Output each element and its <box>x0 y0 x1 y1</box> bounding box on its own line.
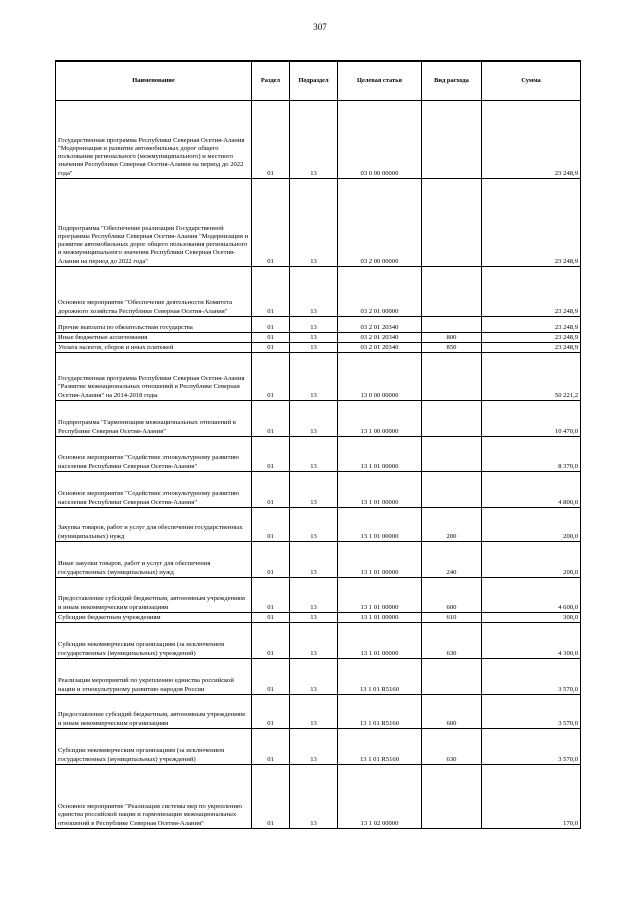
row-amount: 23 248,9 <box>482 333 581 343</box>
row-article: 13 1 01 00000 <box>338 542 422 578</box>
row-section: 01 <box>252 729 290 765</box>
table-row <box>56 765 581 829</box>
header-name: Наименование <box>56 61 252 101</box>
row-name: Субсидии некоммерческим организациям (за исключением государственных (муниципальных) учреждений) <box>56 729 252 765</box>
table-row <box>56 623 581 659</box>
row-name: Субсидии бюджетным учреждениям <box>56 613 252 623</box>
row-article: 13 1 01 R5160 <box>338 729 422 765</box>
header-section: Раздел <box>252 61 290 101</box>
row-amount: 4 800,0 <box>482 472 581 508</box>
table-row <box>56 437 581 472</box>
row-section: 01 <box>252 542 290 578</box>
row-subsection: 13 <box>290 765 338 829</box>
row-name: Уплата налогов, сборов и иных платежей <box>56 343 252 353</box>
row-subsection: 13 <box>290 659 338 695</box>
row-expense-kind: 630 <box>422 729 482 765</box>
page-number: 307 <box>313 22 327 32</box>
row-name: Иные закупки товаров, работ и услуг для обеспечения государственных (муниципальных) нужд <box>56 542 252 578</box>
row-name: Основное мероприятие "Содействие этнокультурному развитию населения Республики Северная Осетия-Алания" <box>56 472 252 508</box>
row-name: Основное мероприятие "Реализация системы мер по укреплению единства российской нации и гармонизации межнациональных отношений в Республике Северная Осетия-Алания" <box>56 765 252 829</box>
row-amount: 23 248,9 <box>482 267 581 317</box>
row-amount: 200,0 <box>482 542 581 578</box>
row-amount: 4 300,0 <box>482 623 581 659</box>
row-name: Предоставление субсидий бюджетным, автономным учреждениям и иным некоммерческим организациям <box>56 578 252 613</box>
row-subsection: 13 <box>290 472 338 508</box>
row-expense-kind: 630 <box>422 623 482 659</box>
table-body <box>56 101 581 829</box>
row-expense-kind: 240 <box>422 542 482 578</box>
table-row <box>56 353 581 401</box>
row-subsection: 13 <box>290 695 338 729</box>
budget-table <box>55 60 581 829</box>
row-article: 03 2 00 00000 <box>338 179 422 267</box>
row-article: 03 2 01 20340 <box>338 333 422 343</box>
row-subsection: 13 <box>290 353 338 401</box>
row-name: Реализация мероприятий по укреплению единства российской нации и этнокультурному развитию народов России <box>56 659 252 695</box>
row-expense-kind: 200 <box>422 508 482 542</box>
row-name: Подпрограмма "Гармонизация межнациональных отношений в Республике Северная Осетия-Алания" <box>56 401 252 437</box>
row-section: 01 <box>252 179 290 267</box>
row-section: 01 <box>252 267 290 317</box>
row-expense-kind: 600 <box>422 695 482 729</box>
row-subsection: 13 <box>290 333 338 343</box>
row-section: 01 <box>252 317 290 333</box>
row-subsection: 13 <box>290 729 338 765</box>
row-section: 01 <box>252 578 290 613</box>
row-expense-kind: 600 <box>422 578 482 613</box>
row-subsection: 13 <box>290 179 338 267</box>
row-article: 03 2 01 20340 <box>338 343 422 353</box>
row-name: Предоставление субсидий бюджетным, автономным учреждениям и иным некоммерческим организациям <box>56 695 252 729</box>
row-name: Иные бюджетные ассигнования <box>56 333 252 343</box>
header-subsection: Подраздел <box>290 61 338 101</box>
row-section: 01 <box>252 765 290 829</box>
row-subsection: 13 <box>290 578 338 613</box>
row-name: Субсидии некоммерческим организациям (за исключением государственных (муниципальных) учреждений) <box>56 623 252 659</box>
row-article: 03 0 00 00000 <box>338 101 422 179</box>
row-subsection: 13 <box>290 343 338 353</box>
row-article: 13 1 00 00000 <box>338 401 422 437</box>
row-expense-kind <box>422 179 482 267</box>
row-subsection: 13 <box>290 101 338 179</box>
table-row <box>56 401 581 437</box>
header-article: Целевая статья <box>338 61 422 101</box>
row-name: Основное мероприятие "Обеспечение деятельности Комитета дорожного хозяйства Республики Северная Осетия-Алания" <box>56 267 252 317</box>
row-expense-kind <box>422 437 482 472</box>
row-subsection: 13 <box>290 542 338 578</box>
row-name: Прочие выплаты по обязательствам государства <box>56 317 252 333</box>
row-expense-kind: 800 <box>422 333 482 343</box>
row-expense-kind <box>422 353 482 401</box>
row-amount: 23 248,9 <box>482 343 581 353</box>
row-expense-kind: 610 <box>422 613 482 623</box>
row-article: 03 2 01 00000 <box>338 267 422 317</box>
row-amount: 170,0 <box>482 765 581 829</box>
header-amount: Сумма <box>482 61 581 101</box>
row-expense-kind: 850 <box>422 343 482 353</box>
row-section: 01 <box>252 623 290 659</box>
row-name: Основное мероприятие "Содействие этнокультурному развитию населения Республики Северная Осетия-Алания" <box>56 437 252 472</box>
row-article: 13 1 01 R5160 <box>338 659 422 695</box>
row-article: 13 1 01 00000 <box>338 613 422 623</box>
row-article: 13 1 01 00000 <box>338 623 422 659</box>
row-expense-kind <box>422 765 482 829</box>
table-row <box>56 542 581 578</box>
row-expense-kind <box>422 267 482 317</box>
row-section: 01 <box>252 613 290 623</box>
row-section: 01 <box>252 472 290 508</box>
table-row <box>56 659 581 695</box>
row-expense-kind <box>422 101 482 179</box>
row-subsection: 13 <box>290 401 338 437</box>
row-section: 01 <box>252 437 290 472</box>
row-amount: 4 600,0 <box>482 578 581 613</box>
row-article: 13 1 01 00000 <box>338 578 422 613</box>
row-name: Государственная программа Республики Северная Осетия-Алания "Развитие межнациональных отношений в Республике Северная Осетия-Алания" на 2014-2018 годы <box>56 353 252 401</box>
table-row <box>56 613 581 623</box>
table-row <box>56 179 581 267</box>
row-amount: 8 370,0 <box>482 437 581 472</box>
row-article: 03 2 01 20340 <box>338 317 422 333</box>
row-amount: 50 221,2 <box>482 353 581 401</box>
row-expense-kind <box>422 317 482 333</box>
row-section: 01 <box>252 353 290 401</box>
table-row <box>56 508 581 542</box>
row-expense-kind <box>422 401 482 437</box>
row-amount: 10 470,0 <box>482 401 581 437</box>
row-amount: 200,0 <box>482 508 581 542</box>
table-row <box>56 472 581 508</box>
table-row <box>56 695 581 729</box>
row-subsection: 13 <box>290 437 338 472</box>
row-subsection: 13 <box>290 508 338 542</box>
row-article: 13 1 02 00000 <box>338 765 422 829</box>
row-subsection: 13 <box>290 623 338 659</box>
row-amount: 3 570,0 <box>482 695 581 729</box>
row-article: 13 0 00 00000 <box>338 353 422 401</box>
row-name: Государственная программа Республики Северная Осетия-Алания "Модернизация и развитие автомобильных дорог общего пользования регионального (межмуниципального) и местного значения Республики Северная Осетия-Алания на период до 2022 года" <box>56 101 252 179</box>
row-section: 01 <box>252 695 290 729</box>
table-row <box>56 578 581 613</box>
row-name: Закупка товаров, работ и услуг для обеспечения государственных (муниципальных) нужд <box>56 508 252 542</box>
row-section: 01 <box>252 401 290 437</box>
row-section: 01 <box>252 508 290 542</box>
row-article: 13 1 01 00000 <box>338 508 422 542</box>
row-section: 01 <box>252 659 290 695</box>
row-expense-kind <box>422 472 482 508</box>
header-expense-kind: Вид расхода <box>422 61 482 101</box>
table-row <box>56 729 581 765</box>
row-article: 13 1 01 00000 <box>338 472 422 508</box>
row-amount: 23 248,9 <box>482 317 581 333</box>
row-amount: 300,0 <box>482 613 581 623</box>
row-amount: 3 570,0 <box>482 729 581 765</box>
table-row <box>56 317 581 333</box>
table-header <box>56 61 581 101</box>
row-subsection: 13 <box>290 613 338 623</box>
row-section: 01 <box>252 343 290 353</box>
table-row <box>56 343 581 353</box>
row-subsection: 13 <box>290 317 338 333</box>
row-expense-kind <box>422 659 482 695</box>
table-row <box>56 267 581 317</box>
row-article: 13 1 01 R5160 <box>338 695 422 729</box>
table-row <box>56 101 581 179</box>
row-name: Подпрограмма "Обеспечение реализации Государственной программы Республики Северная Осетия-Алания "Модернизация и развитие автомобильных дорог общего пользования регионального и межмуниципального значения Республики Северная Осетия-Алания на период до 2022 года" <box>56 179 252 267</box>
row-subsection: 13 <box>290 267 338 317</box>
row-amount: 23 248,9 <box>482 179 581 267</box>
row-section: 01 <box>252 333 290 343</box>
table-row <box>56 333 581 343</box>
row-article: 13 1 01 00000 <box>338 437 422 472</box>
row-amount: 3 570,0 <box>482 659 581 695</box>
row-amount: 23 248,9 <box>482 101 581 179</box>
row-section: 01 <box>252 101 290 179</box>
